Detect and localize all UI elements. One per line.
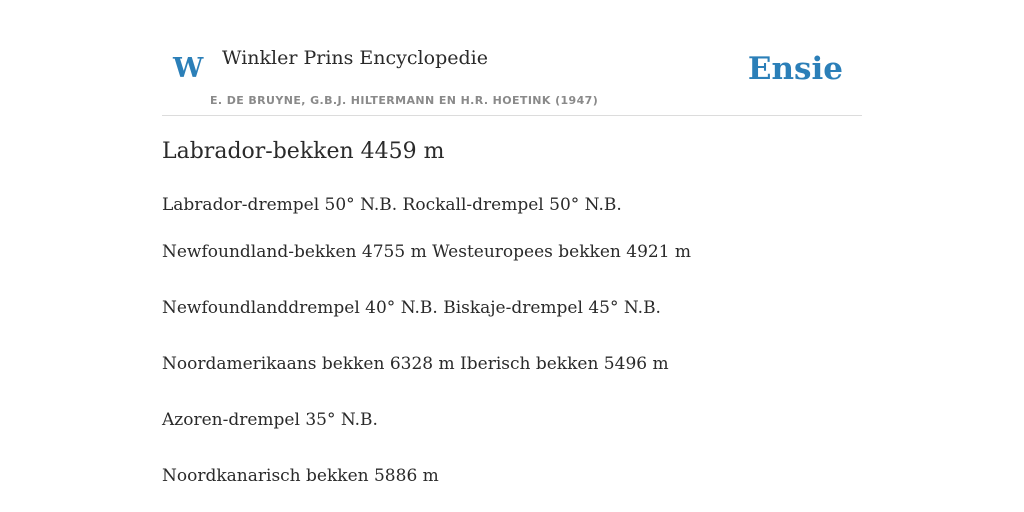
article-line: Newfoundland-bekken 4755 m Westeuropees bekken 4921 m bbox=[162, 242, 692, 262]
encyclopedia-title-link[interactable]: Winkler Prins Encyclopedie bbox=[222, 47, 488, 69]
article-line: Azoren-drempel 35° N.B. bbox=[162, 410, 378, 430]
ensie-logo-link[interactable]: Ensie bbox=[747, 51, 843, 87]
article-line: Noordkanarisch bekken 5886 m bbox=[162, 466, 439, 486]
article-line: Newfoundlanddrempel 40° N.B. Biskaje-drempel 45° N.B. bbox=[162, 298, 661, 318]
article-line: Noordamerikaans bekken 6328 m Iberisch bekken 5496 m bbox=[162, 354, 669, 374]
article-heading: Labrador-bekken 4459 m bbox=[162, 139, 445, 164]
winkler-prins-logo[interactable]: W bbox=[173, 53, 204, 84]
encyclopedia-authors: E. DE BRUYNE, G.B.J. HILTERMANN EN H.R. HOETINK (1947) bbox=[210, 94, 599, 107]
article-line: Labrador-drempel 50° N.B. Rockall-drempel 50° N.B. bbox=[162, 195, 622, 215]
site-header bbox=[162, 40, 862, 116]
